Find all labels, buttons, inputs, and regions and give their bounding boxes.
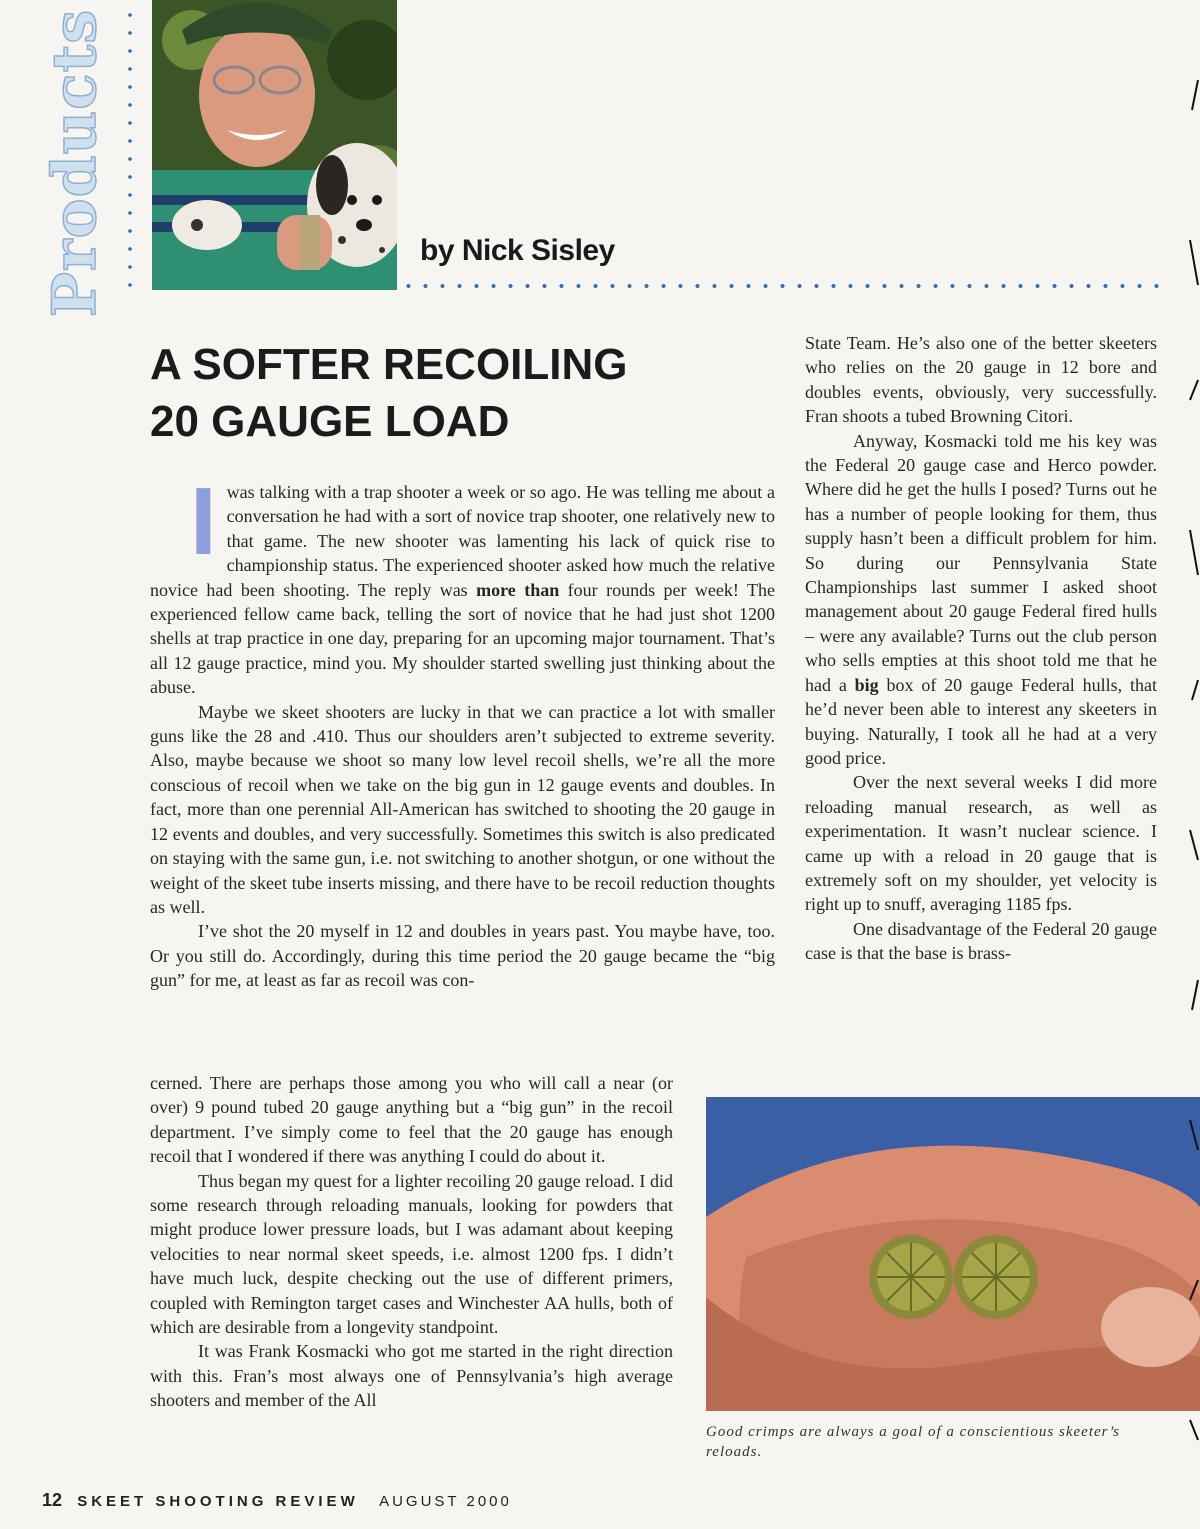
magazine-name: SKEET SHOOTING REVIEW [77, 1493, 359, 1510]
page-number: 12 [42, 1490, 63, 1510]
paragraph-r2-end: box of 20 gauge Federal hulls, that he’d never been able to interest any skeeters in buying. Naturally, I took all he had at a very good price. [805, 674, 1157, 768]
headline-line-1: A SOFTER RECOILING [150, 340, 628, 389]
article-column-right [805, 331, 1157, 966]
paragraph-1-text: was talking with a trap shooter a week or so ago. He was telling me about a conversation he had with a sort of novice trap shooter, one relatively new to that game. The new shooter was lamenting his lack of quick rise to championship status. The experienced shooter asked how much the relative novice had been shooting. The reply was [150, 482, 775, 600]
author-photo [152, 0, 397, 290]
issue-date: AUGUST 2000 [379, 1493, 512, 1510]
article-paragraph-r2 [805, 429, 1157, 771]
article-paragraph-r3: Over the next several weeks I did more reloading manual research, as well as experimentation. It wasn’t nuclear science. I came up with a reload in 20 gauge that is extremely soft on my shoulder, yet velocity is right up to snuff, averaging 1185 fps. [805, 772, 1157, 915]
article-paragraph-3b: cerned. There are perhaps those among you who will call a near (or over) 9 pound tubed 20 gauge anything but a “big gun” in the recoil department. I’ve simply come to feel that the 20 gauge has enough recoil that I wondered if there was anything I could do about it. [150, 1073, 673, 1167]
paragraph-1-end: four rounds per week! The experienced fellow came back, telling the sort of novice that he had just shot 1200 shells at trap practice in one day, preparing for an upcoming major tournament. That’s all 12 gauge practice, mind you. My shoulder started swelling just thinking about the abuse. [150, 579, 775, 698]
article-paragraph-5: It was Frank Kosmacki who got me started in the right direction with this. Fran’s most always one of Pennsylvania’s high average shooters and member of the All [150, 1341, 673, 1411]
horizontal-dotted-rule [400, 283, 1160, 289]
article-paragraph-3a: I’ve shot the 20 myself in 12 and doubles in years past. You maybe have, too. Or you still do. Accordingly, during this time period the 20 gauge became the “big gun” for me, at least as far as recoil was con- [150, 921, 775, 991]
shotshell-crimp-photo [706, 1097, 1200, 1411]
article-paragraph-r1: State Team. He’s also one of the better skeeters who relies on the 20 gauge in 12 bore and doubles events, obviously, very successfully. Fran shoots a tubed Browning Citori. [805, 333, 1157, 427]
edge-scan-marks [1176, 0, 1200, 1529]
paragraph-1-bold: more than [476, 579, 560, 600]
crimp-photo-illustration [706, 1097, 1200, 1411]
article-paragraph-2: Maybe we skeet shooters are lucky in that we can practice a lot with smaller guns like the 28 and .410. Thus our shoulders aren’t subjected to extreme severity. Also, maybe because we shoot so many low level recoil shells, we’re all the more conscious of recoil when we take on the big gun in 12 gauge events and doubles. In fact, more than one perennial All-American has switched to shooting the 20 gauge in 12 events and doubles, and very successfully. Sometimes this switch is also predicated on staying with the same gun, i.e. not switching to another shotgun, or one without the weight of the skeet tube inserts missing, and there have to be recoil reduction thoughts as well. [150, 701, 775, 917]
paragraph-r2-bold: big [854, 674, 879, 695]
byline: by Nick Sisley [420, 234, 615, 267]
section-label [40, 8, 111, 317]
vertical-dotted-rule [128, 6, 132, 296]
article-column-left-top [150, 468, 775, 993]
author-photo-illustration [152, 0, 397, 290]
article-paragraph-r4: One disadvantage of the Federal 20 gauge case is that the base is brass- [805, 918, 1157, 964]
drop-cap: I [190, 468, 217, 575]
article-paragraph-4: Thus began my quest for a lighter recoiling 20 gauge reload. I did some research through reloading manuals, looking for powders that might produce lower pressure loads, but I was adamant about keeping velocities to near normal skeet speeds, i.e. almost 1200 fps. I didn’t have much luck, despite checking out the use of different primers, coupled with Remington target cases and Winchester AA hulls, both of which are desirable from a longevity standpoint. [150, 1170, 673, 1338]
article-paragraph-1 [150, 468, 775, 700]
article-column-left-bottom [150, 1071, 673, 1413]
section-label-text: Products [40, 8, 111, 317]
headline-line-2: 20 GAUGE LOAD [150, 397, 510, 446]
article-headline [150, 336, 750, 450]
page-footer [42, 1490, 512, 1511]
photo-caption: Good crimps are always a goal of a conscientious skeeter’s reloads. [706, 1424, 1120, 1460]
paragraph-r2-text: Anyway, Kosmacki told me his key was the Federal 20 gauge case and Herco powder. Where did he get the hulls I posed? Turns out he has a number of people looking for them, thus supply hasn’t been a difficult problem for him. So during our Pennsylvania State Championships last summer I asked shoot management about 20 gauge Federal fired hulls – were any available? Turns out the club person who sells empties at this shoot told me that he had a [805, 430, 1157, 695]
